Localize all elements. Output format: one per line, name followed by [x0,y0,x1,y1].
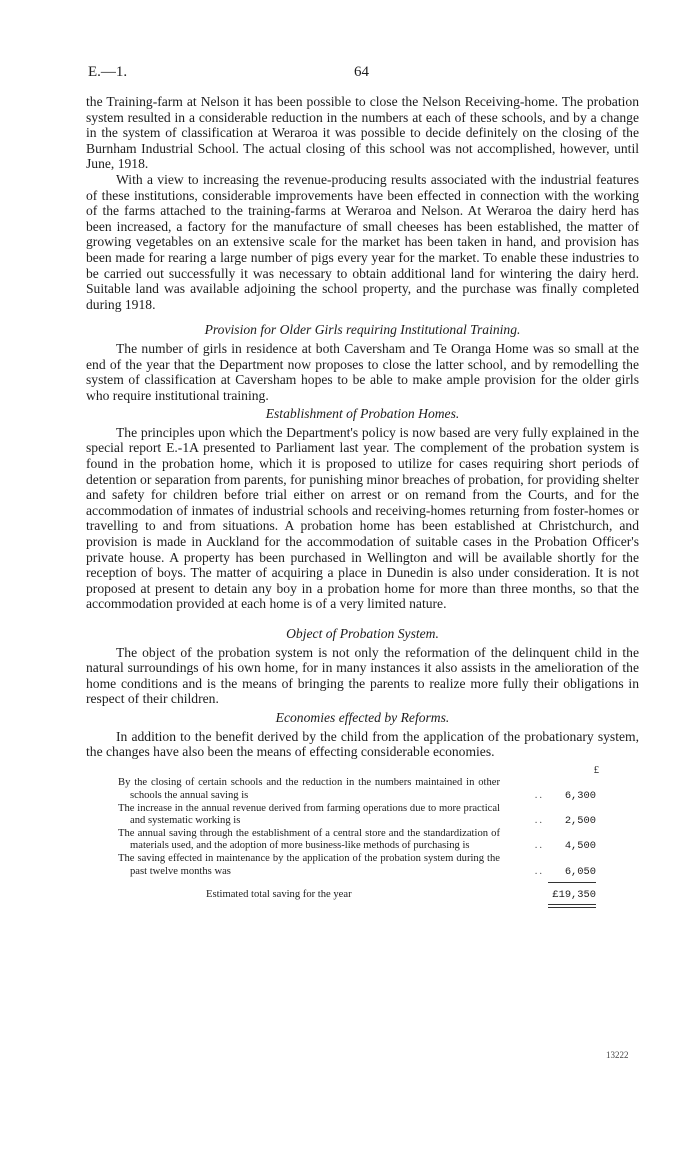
page-number: 64 [354,64,369,80]
economies-table [86,765,639,908]
section-heading-older-girls: Provision for Older Girls requiring Institutional Training. [204,322,521,338]
table-row [86,803,639,828]
body-text [86,94,639,908]
leader-dots: .. [534,840,544,852]
total-row [86,889,639,902]
paragraph: With a view to increasing the revenue-producing results associated with the industrial features of these institutions, considerable improvements have been effected in connection with the working of the farms attached to the training-farms at Weraroa and Nelson. At Weraroa the dairy herd has been increased, a factory for the manufacture of small cheeses has been established, the matter of growing vegetables on an extensive scale for the market has been taken in hand, and provision has been made for rearing a large number of pigs every year for the market. To enable these industries to be carried out successfully it was necessary to obtain additional land for wintering the dairy herd. Suitable land was available adjoining the school property, and the purchase was finally completed during 1918. [86,171,639,312]
paragraph: The number of girls in residence at both Caversham and Te Oranga Home was so small at the end of the year that the Department now proposes to close the latter school, and by remodelling the system of classification at Caversham hopes to be able to make ample provision for the older girls who require institutional training. [86,340,639,403]
row-amount: 4,500 [564,840,596,853]
row-description: By the closing of certain schools and the reduction in the numbers maintained in other schools the annual saving is [118,777,500,801]
row-description: The saving effected in maintenance by the application of the probation system during the past twelve months was [118,852,500,877]
leader-dots: .. [534,789,544,801]
paragraph: In addition to the benefit derived by the child from the application of the probationary system, the changes have also been the means of effecting considerable economies. [86,728,639,760]
paragraph: the Training-farm at Nelson it has been possible to close the Nelson Receiving-home. The probation system resulted in a considerable reduction in the numbers at each of these schools, and by a change in the system of classification at Weraroa it was possible to decide definitely on the closing of the Burnham Industrial School. The actual closing of this school was not accomplished, however, until June, 1918. [86,94,639,172]
row-amount: 2,500 [564,815,596,828]
currency-unit: £ [593,764,599,776]
section-heading-probation-homes: Establishment of Probation Homes. [265,406,460,422]
total-label: Estimated total saving for the year [206,889,352,901]
table-row [86,777,639,802]
section-heading-economies: Economies effected by Reforms. [275,709,450,725]
leader-dots: .. [534,815,544,827]
row-amount: 6,050 [564,865,596,878]
paragraph: The object of the probation system is not only the reformation of the delinquent child in the natural surroundings of his own home, for in many instances it also assists in the amelioration of the home conditions and is the means of bringing the parents to realize more fully their obligations in respect of their children. [86,644,639,707]
row-description: The increase in the annual revenue derived from farming operations due to more practical and systematic working is [118,802,500,827]
table-row [86,853,639,878]
section-heading-object: Object of Probation System. [286,626,439,641]
double-rule-bottom [548,907,596,908]
paragraph: The principles upon which the Department's policy is now based are very fully explained in the special report E.-1A presented to Parliament last year. The complement of the probation system is found in the probation home, which it is proposed to utilize for cases requiring short periods of detention or separation from parents, for punishing minor breaches of probation, for providing shelter and safety for children before trial either on arrest or on remand from the Courts, and for the accommodation of inmates of industrial schools and receiving-homes returning from foster-homes or travelling to and from situations. A probation home has been established at Christchurch, and provision is made in Auckland for the accommodation of suitable cases in the Probation Officer's private house. A property has been purchased in Wellington and will be available shortly for the reception of boys. The matter of acquiring a place in Dunedin is also under consideration. It is not proposed at present to detain any boy in a probation home for more than three months, so that the accommodation provided at each home is of a very limited nature. [86,424,639,612]
sum-rule [548,882,596,883]
row-description: The annual saving through the establishment of a central store and the standardization of materials used, and the adoption of more business-like methods of purchasing is [118,827,500,852]
row-amount: 6,300 [564,789,596,802]
double-rule-top [548,904,596,905]
table-row [86,828,639,853]
total-amount: £19,350 [552,889,596,902]
print-code: 13222 [606,1050,629,1060]
report-reference: E.—1. [88,64,128,80]
leader-dots: .. [534,865,544,877]
